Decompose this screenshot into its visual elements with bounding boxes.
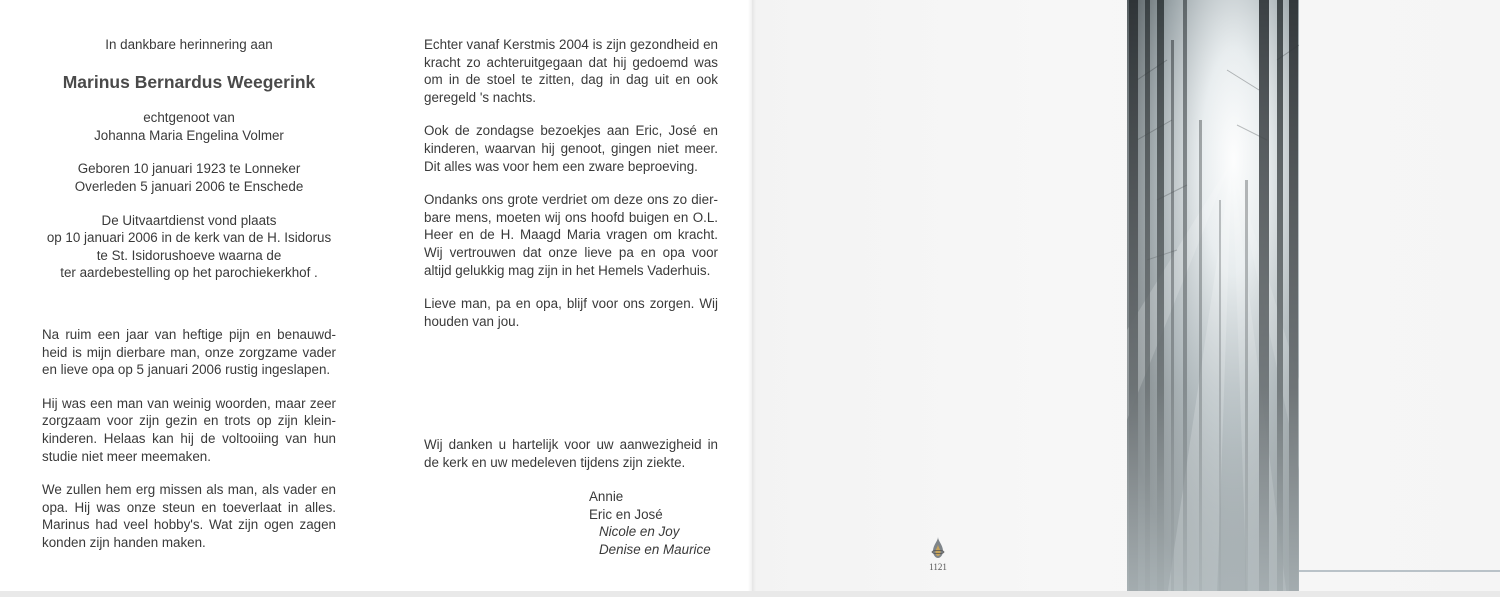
intro-text: In dankbare herinnering aan: [105, 37, 273, 52]
signature-line: Nicole en Joy: [599, 524, 680, 540]
memorial-paragraph: Lieve man, pa en opa, blijf voor ons zorgen. Wij houden van jou.: [424, 296, 718, 329]
decorative-rule: [1299, 570, 1500, 572]
memorial-paragraph: Na ruim een jaar van heftige pijn en benauwd-heid is mijn dierbare man, onze zorgzame vader en lieve opa op 5 januari 2006 rustig ingeslapen.: [42, 326, 336, 378]
flame-drop-icon: [929, 536, 947, 560]
service-line: te St. Isidorushoeve waarna de: [96, 247, 282, 263]
service-line: op 10 januari 2006 in de kerk van de H. Isidorus: [46, 230, 332, 246]
death-line: Overleden 5 januari 2006 te Enschede: [74, 178, 304, 194]
memorial-paragraph: Echter vanaf Kerstmis 2004 is zijn gezondheid en kracht zo achteruitgegaan dat hij gedoemd was om in de stoel te zitten, dag in dag uit en ook geregeld 's nachts.: [424, 37, 718, 105]
memorial-paragraph: Ondanks ons grote verdriet om deze ons zo dier-bare mens, moeten wij ons hoofd buigen en O.L. Heer en de H. Maagd Maria vragen om kracht. Wij vertrouwen dat onze lieve pa en opa voor altijd gelukkig mag zijn in het Hemels Vaderhuis.: [424, 192, 718, 278]
card-right-page: [752, 0, 1500, 597]
thanks-text: Wij danken u hartelijk voor uw aanwezigheid in de kerk en uw medeleven tijdens zijn ziekte.: [424, 437, 718, 470]
printer-code: 1121: [929, 562, 947, 572]
memorial-paragraph: Hij was een man van weinig woorden, maar zeer zorgzaam voor zijn gezin en trots op zijn klein-kinderen. Helaas kan hij de voltooiing van hun studie niet meer meemaken.: [42, 395, 336, 464]
card-fold: [748, 0, 756, 597]
signature-line: Annie: [589, 489, 624, 504]
scan-edge: [0, 591, 1500, 597]
memorial-paragraph: We zullen hem erg missen als man, als vader en opa. Hij was onze steun en toeverlaat in alles. Marinus had veel hobby's. Wat zijn ogen zagen konden zijn handen maken.: [42, 482, 336, 550]
deceased-name: Marinus Bernardus Weegerink: [62, 71, 316, 92]
memorial-column-left: [42, 36, 336, 567]
service-line: De Uitvaartdienst vond plaats: [101, 212, 277, 228]
signature-line: Denise en Maurice: [599, 541, 711, 557]
spouse-name: Johanna Maria Engelina Volmer: [94, 127, 284, 143]
signatures: [589, 488, 711, 558]
forest-sunbeam-photo: [1127, 0, 1299, 597]
birth-line: Geboren 10 januari 1923 te Lonneker: [77, 161, 301, 177]
memorial-column-middle: [424, 36, 718, 346]
spouse-label: echtgenoot van: [143, 110, 235, 126]
memorial-paragraph: Ook de zondagse bezoekjes aan Eric, José en kinderen, waarvan hij genoot, gingen niet meer. Dit alles was voor hem een zware beproeving.: [424, 123, 718, 174]
service-line: ter aardebestelling op het parochiekerkhof .: [60, 265, 318, 281]
signature-line: Eric en José: [589, 506, 663, 522]
